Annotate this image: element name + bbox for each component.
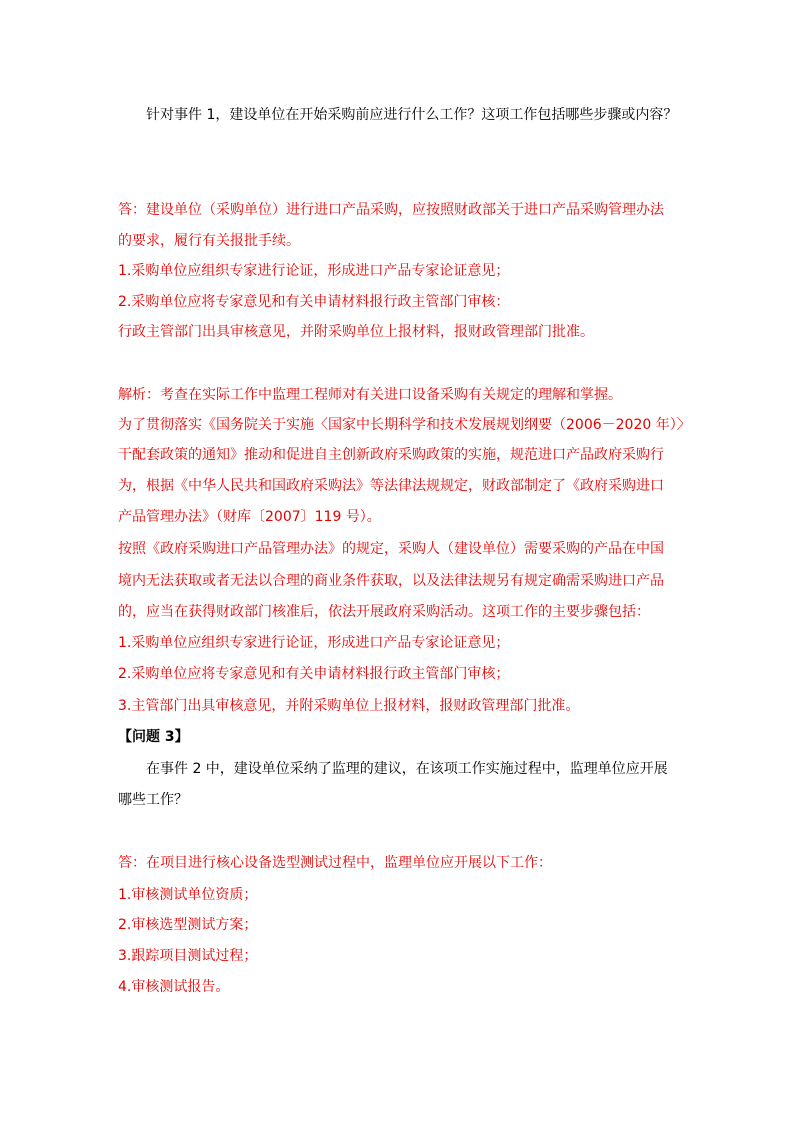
answer-3-line: 答：在项目进行核心设备选型测试过程中，监理单位应开展以下工作： (118, 855, 552, 871)
answer-3-line: 3.跟踪项目测试过程； (118, 948, 258, 964)
answer-3-line: 4.审核测试报告。 (118, 979, 230, 995)
question-3-line: 在事件 2 中，建设单位采纳了监理的建议，在该项工作实施过程中，监理单位应开展 (146, 761, 668, 777)
question-3-line: 哪些工作？ (118, 792, 188, 808)
analysis-line: 1.采购单位应组织专家进行论证，形成进口产品专家论证意见； (118, 635, 510, 651)
question-1: 针对事件 1，建设单位在开始采购前应进行什么工作？这项工作包括哪些步骤或内容？ (146, 107, 678, 123)
analysis-line: 产品管理办法》（财库〔2007〕119 号）。 (118, 509, 381, 525)
analysis-line: 境内无法获取或者无法以合理的商业条件获取，以及法律法规另有规定确需采购进口产品 (118, 573, 664, 589)
answer-1-line: 行政主管部门出具审核意见，并附采购单位上报材料，报财政管理部门批准。 (118, 324, 594, 340)
answer-3-line: 2.审核选型测试方案； (118, 917, 258, 933)
analysis-line: 为，根据《中华人民共和国政府采购法》等法律法规规定，财政部制定了《政府采购进口 (118, 478, 664, 494)
analysis-line: 解析：考查在实际工作中监理工程师对有关进口设备采购有关规定的理解和掌握。 (118, 387, 622, 403)
analysis-line: 干配套政策的通知》推动和促进自主创新政府采购政策的实施，规范进口产品政府采购行 (118, 447, 664, 463)
answer-1-line: 的要求，履行有关报批手续。 (118, 233, 300, 249)
analysis-line: 为了贯彻落实《国务院关于实施〈国家中长期科学和技术发展规划纲要（2006－2020 年）〉 (118, 417, 691, 433)
analysis-line: 的，应当在获得财政部门核准后，依法开展政府采购活动。这项工作的主要步骤包括： (118, 604, 650, 620)
answer-3-line: 1.审核测试单位资质； (118, 887, 258, 903)
analysis-line: 2.采购单位应将专家意见和有关申请材料报行政主管部门审核； (118, 666, 510, 682)
question-3-heading: 【问题 3】 (118, 729, 189, 745)
answer-1-line: 答：建设单位（采购单位）进行进口产品采购，应按照财政部关于进口产品采购管理办法 (118, 202, 664, 218)
answer-1-line: 2.采购单位应将专家意见和有关申请材料报行政主管部门审核： (118, 294, 510, 310)
analysis-line: 3.主管部门出具审核意见，并附采购单位上报材料，报财政管理部门批准。 (118, 698, 580, 714)
answer-1-line: 1.采购单位应组织专家进行论证，形成进口产品专家论证意见； (118, 263, 510, 279)
analysis-line: 按照《政府采购进口产品管理办法》的规定，采购人（建设单位）需要采购的产品在中国 (118, 541, 664, 557)
